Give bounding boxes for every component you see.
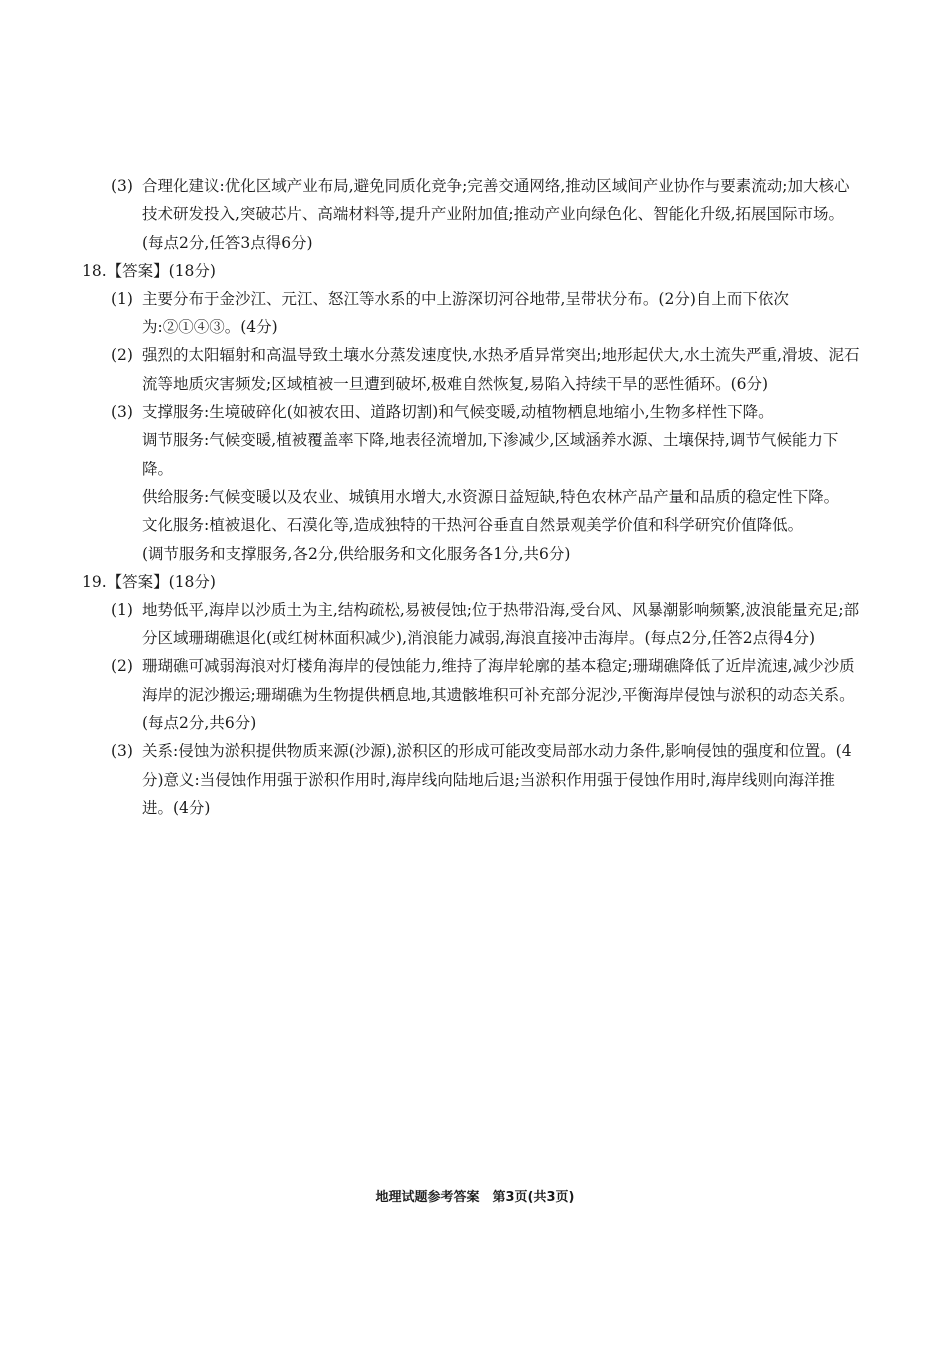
q18-item-3-provisioning: 供给服务:气候变暖以及农业、城镇用水增大,水资源日益短缺,特色农林产品产量和品质的稳定性下降。 (142, 487, 840, 506)
q18-item-2 (82, 341, 862, 398)
item-number: (2) (111, 346, 133, 365)
q18-item-3-scoring: (调节服务和支撑服务,各2分,供给服务和文化服务各1分,共6分) (142, 544, 571, 563)
item-number: (1) (111, 600, 133, 619)
q18-item-3-regulating: 调节服务:气候变暖,植被覆盖率下降,地表径流增加,下渗减少,区域涵养水源、土壤保持,调节气候能力下降。 (142, 431, 839, 478)
answer-content (82, 172, 862, 822)
item-text: 支撑服务:生境破碎化(如被农田、道路切割)和气候变暖,动植物栖息地缩小,生物多样性下降。 (142, 403, 774, 422)
q19-item-2 (82, 652, 862, 737)
page-footer: 地理试题参考答案 第3页(共3页) (375, 1190, 575, 1205)
q19-heading: 19.【答案】(18分) (82, 572, 216, 591)
q17-item-3 (82, 172, 862, 257)
item-text: 主要分布于金沙江、元江、怒江等水系的中上游深切河谷地带,呈带状分布。(2分)自上而下依次为:②①④③。(4分) (142, 289, 789, 337)
item-number: (3) (111, 742, 133, 761)
q19-item-3 (82, 737, 862, 822)
item-number: (3) (111, 177, 133, 195)
q18-item-1 (82, 285, 862, 342)
q18-item-3-cultural: 文化服务:植被退化、石漠化等,造成独特的干热河谷垂直自然景观美学价值和科学研究价值降低。 (142, 516, 804, 535)
item-number: (1) (111, 289, 133, 308)
item-text: 合理化建议:优化区域产业布局,避免同质化竞争;完善交通网络,推动区域间产业协作与要素流动;加大核心技术研发投入,突破芯片、高端材料等,提升产业附加值;推动产业向绿色化、智能化升级,拓展国际市场。(每点2分,任答3点得6分) (142, 177, 850, 252)
item-number: (3) (111, 403, 133, 422)
q18-item-3 (82, 398, 862, 426)
q19-item-1 (82, 596, 862, 653)
item-text: 强烈的太阳辐射和高温导致土壤水分蒸发速度快,水热矛盾异常突出;地形起伏大,水土流失严重,滑坡、泥石流等地质灾害频发;区域植被一旦遭到破坏,极难自然恢复,易陷入持续干旱的恶性循环。(6分) (142, 346, 860, 393)
item-text: 关系:侵蚀为淤积提供物质来源(沙源),淤积区的形成可能改变局部水动力条件,影响侵蚀的强度和位置。(4分)意义:当侵蚀作用强于淤积作用时,海岸线向陆地后退;当淤积作用强于侵蚀作用时,海岸线则向海洋推进。(4分) (142, 742, 852, 817)
q18-heading: 18.【答案】(18分) (82, 261, 216, 280)
item-text: 珊瑚礁可减弱海浪对灯楼角海岸的侵蚀能力,维持了海岸轮廓的基本稳定;珊瑚礁降低了近岸流速,减少沙质海岸的泥沙搬运;珊瑚礁为生物提供栖息地,其遗骸堆积可补充部分泥沙,平衡海岸侵蚀与淤积的动态关系。(每点2分,共6分) (142, 657, 855, 733)
item-text: 地势低平,海岸以沙质土为主,结构疏松,易被侵蚀;位于热带沿海,受台风、风暴潮影响频繁,波浪能量充足;部分区域珊瑚礁退化(或红树林面积减少),消浪能力减弱,海浪直接冲击海岸。(每点2分,任答2点得4分) (142, 600, 860, 648)
item-number: (2) (111, 657, 133, 676)
